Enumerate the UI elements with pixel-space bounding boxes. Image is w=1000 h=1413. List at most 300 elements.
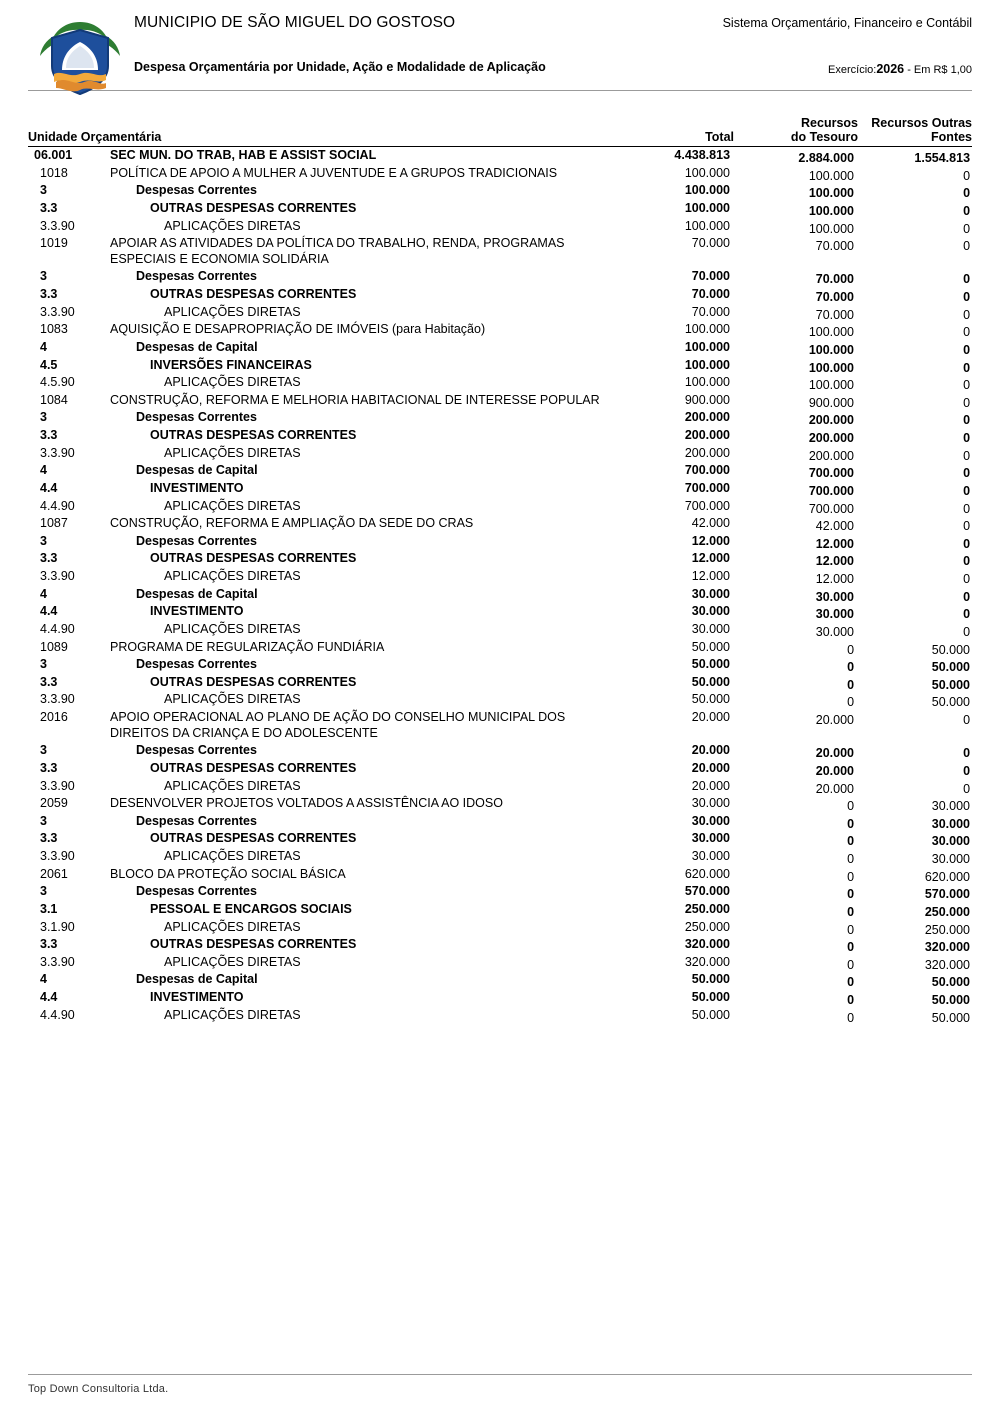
table-row — [28, 568, 972, 586]
row-code: 3.3.90 — [40, 304, 75, 319]
row-description: DESENVOLVER PROJETOS VOLTADOS A ASSISTÊNCIA AO IDOSO — [110, 796, 503, 811]
row-recursos-outras-fontes: 0 — [963, 713, 971, 727]
column-header-unit: Unidade Orçamentária — [28, 130, 162, 144]
row-recursos-outras-fontes: 0 — [963, 325, 971, 340]
row-description: Despesas de Capital — [136, 463, 258, 478]
row-description: Despesas Correntes — [136, 269, 257, 284]
row-description: APLICAÇÕES DIRETAS — [164, 304, 301, 319]
row-code: 4.4 — [40, 604, 58, 619]
row-recursos-outras-fontes: 0 — [963, 360, 971, 375]
row-total: 50.000 — [691, 692, 731, 707]
row-recursos-outras-fontes: 320.000 — [924, 940, 971, 955]
table-row — [28, 374, 972, 392]
row-recursos-outras-fontes: 50.000 — [931, 975, 971, 990]
table-row — [28, 1007, 972, 1025]
table-row — [28, 235, 972, 268]
row-recursos-tesouro: 30.000 — [815, 589, 855, 604]
table-row — [28, 795, 972, 813]
row-recursos-outras-fontes: 0 — [963, 272, 971, 287]
row-description: APLICAÇÕES DIRETAS — [164, 445, 301, 460]
row-recursos-outras-fontes: 0 — [963, 395, 971, 410]
table-row — [28, 304, 972, 322]
row-code: 4 — [40, 463, 47, 478]
row-total: 100.000 — [684, 375, 731, 390]
row-total: 30.000 — [691, 604, 731, 619]
report-title: Despesa Orçamentária por Unidade, Ação e Modalidade de Aplicação — [134, 60, 546, 74]
row-recursos-outras-fontes: 0 — [963, 572, 971, 586]
row-description: Despesas Correntes — [136, 183, 257, 198]
row-description: Despesas Correntes — [136, 657, 257, 672]
row-total: 700.000 — [684, 480, 731, 495]
row-total: 250.000 — [684, 919, 731, 934]
row-code: 3.3.90 — [40, 218, 75, 233]
currency-note: - Em R$ 1,00 — [907, 64, 972, 76]
row-recursos-tesouro: 0 — [847, 642, 855, 657]
row-recursos-outras-fontes: 0 — [963, 203, 971, 218]
table-row — [28, 971, 972, 989]
row-code: 3.1.90 — [40, 919, 75, 934]
row-code: 3 — [40, 269, 47, 284]
table-row — [28, 462, 972, 480]
row-description: Despesas de Capital — [136, 586, 258, 601]
table-row — [28, 165, 972, 183]
row-total: 12.000 — [691, 533, 731, 548]
footer-text: Top Down Consultoria Ltda. — [28, 1383, 169, 1395]
exercise-year: 2026 — [876, 62, 905, 76]
row-recursos-tesouro: 200.000 — [808, 413, 855, 428]
row-code: 3.3.90 — [40, 778, 75, 793]
row-total: 42.000 — [691, 516, 731, 531]
column-header-outras: Recursos Outras Fontes — [871, 116, 973, 144]
row-recursos-tesouro: 0 — [847, 695, 855, 710]
table-row — [28, 409, 972, 427]
row-total: 12.000 — [691, 569, 731, 583]
row-total: 700.000 — [684, 463, 731, 478]
row-code: 3 — [40, 410, 47, 425]
row-description: APLICAÇÕES DIRETAS — [164, 498, 301, 513]
row-total: 570.000 — [684, 884, 731, 899]
table-row — [28, 268, 972, 286]
row-recursos-outras-fontes: 0 — [963, 307, 971, 322]
table-row — [28, 936, 972, 954]
row-recursos-outras-fontes: 0 — [963, 501, 971, 516]
row-recursos-tesouro: 30.000 — [815, 607, 855, 622]
table-row — [28, 515, 972, 533]
row-total: 50.000 — [691, 1007, 731, 1022]
row-recursos-tesouro: 0 — [847, 660, 855, 675]
row-description: OUTRAS DESPESAS CORRENTES — [150, 428, 357, 442]
row-description: OUTRAS DESPESAS CORRENTES — [150, 200, 357, 215]
row-recursos-tesouro: 20.000 — [815, 746, 855, 761]
row-recursos-tesouro: 70.000 — [815, 272, 855, 287]
row-total: 20.000 — [691, 743, 731, 758]
table-row — [28, 357, 972, 375]
budget-table — [28, 116, 972, 1024]
row-description: Despesas Correntes — [136, 884, 257, 899]
table-row — [28, 218, 972, 236]
row-total: 20.000 — [691, 778, 731, 793]
row-code: 3.3.90 — [40, 445, 75, 460]
row-total: 30.000 — [691, 796, 731, 811]
row-code: 3 — [40, 813, 47, 828]
row-recursos-tesouro: 900.000 — [808, 395, 855, 410]
row-recursos-tesouro: 100.000 — [808, 325, 855, 340]
row-recursos-outras-fontes: 0 — [963, 536, 971, 551]
row-code: 3.3 — [40, 760, 58, 775]
table-row — [28, 989, 972, 1007]
municipality-title: MUNICIPIO DE SÃO MIGUEL DO GOSTOSO — [134, 14, 456, 31]
row-description: OUTRAS DESPESAS CORRENTES — [150, 287, 357, 301]
row-code: 4.4.90 — [40, 498, 75, 513]
row-recursos-tesouro: 12.000 — [815, 554, 855, 569]
row-code: 4.4 — [40, 480, 58, 495]
row-code: 3.3 — [40, 287, 58, 301]
row-code: 3 — [40, 657, 47, 672]
row-code: 3.3 — [40, 831, 58, 846]
row-description: APOIAR AS ATIVIDADES DA POLÍTICA DO TRABALHO, RENDA, PROGRAMAS ESPECIAIS E ECONOMIA SOLIDÁRIA — [110, 236, 565, 266]
row-recursos-tesouro: 0 — [847, 1010, 855, 1025]
row-recursos-outras-fontes: 0 — [963, 221, 971, 236]
row-recursos-tesouro: 0 — [847, 922, 855, 937]
row-description: OUTRAS DESPESAS CORRENTES — [150, 551, 357, 566]
row-total: 70.000 — [691, 236, 731, 251]
row-total: 70.000 — [691, 269, 731, 284]
row-recursos-tesouro: 200.000 — [808, 448, 855, 463]
row-code: 1089 — [40, 639, 68, 654]
row-description: APOIO OPERACIONAL AO PLANO DE AÇÃO DO CONSELHO MUNICIPAL DOS DIREITOS DA CRIANÇA E DO ADOLESCENTE — [110, 710, 566, 740]
row-code: 2061 — [40, 866, 68, 881]
row-recursos-outras-fontes: 250.000 — [924, 922, 971, 937]
row-description: Despesas Correntes — [136, 743, 257, 758]
row-total: 50.000 — [691, 972, 731, 987]
row-total: 700.000 — [684, 498, 731, 513]
row-recursos-outras-fontes: 50.000 — [931, 993, 971, 1007]
row-code: 4 — [40, 339, 47, 354]
row-recursos-tesouro: 0 — [847, 957, 855, 972]
row-code: 4.4.90 — [40, 621, 75, 636]
table-row — [28, 480, 972, 498]
row-recursos-outras-fontes: 50.000 — [931, 1010, 971, 1025]
row-description: Despesas de Capital — [136, 339, 258, 354]
row-total: 250.000 — [684, 901, 731, 916]
column-header-tesouro: Recursos do Tesouro — [790, 116, 859, 144]
table-row — [28, 147, 972, 165]
table-row — [28, 709, 972, 742]
row-recursos-tesouro: 20.000 — [815, 781, 855, 796]
row-recursos-tesouro: 0 — [847, 677, 855, 692]
row-description: INVERSÕES FINANCEIRAS — [150, 357, 312, 372]
row-code: 1084 — [40, 392, 68, 407]
report-footer — [28, 1374, 972, 1395]
row-total: 200.000 — [684, 445, 731, 460]
row-recursos-outras-fontes: 0 — [963, 554, 971, 569]
row-recursos-outras-fontes: 0 — [963, 483, 971, 498]
table-row — [28, 286, 972, 304]
row-recursos-tesouro: 100.000 — [808, 342, 855, 357]
row-total: 200.000 — [684, 428, 731, 442]
table-header — [28, 116, 972, 147]
row-code: 1087 — [40, 516, 68, 531]
row-description: OUTRAS DESPESAS CORRENTES — [150, 674, 357, 689]
row-recursos-tesouro: 700.000 — [808, 483, 855, 498]
row-total: 100.000 — [684, 183, 731, 198]
row-recursos-tesouro: 100.000 — [808, 186, 855, 201]
row-description: APLICAÇÕES DIRETAS — [164, 778, 301, 793]
row-description: INVESTIMENTO — [150, 604, 244, 619]
row-recursos-tesouro: 100.000 — [808, 378, 855, 393]
row-recursos-tesouro: 200.000 — [808, 431, 855, 445]
row-code: 3.3.90 — [40, 849, 75, 863]
table-row — [28, 866, 972, 884]
row-code: 4.5.90 — [40, 375, 75, 390]
table-row — [28, 533, 972, 551]
row-recursos-tesouro: 700.000 — [808, 501, 855, 516]
table-row — [28, 848, 972, 866]
row-recursos-tesouro: 0 — [847, 834, 855, 849]
row-recursos-tesouro: 42.000 — [815, 519, 855, 534]
row-recursos-outras-fontes: 0 — [963, 186, 971, 201]
row-description: PESSOAL E ENCARGOS SOCIAIS — [150, 901, 352, 916]
row-recursos-tesouro: 0 — [847, 993, 855, 1007]
row-recursos-tesouro: 20.000 — [815, 763, 855, 778]
table-row — [28, 550, 972, 568]
row-total: 50.000 — [691, 657, 731, 672]
row-description: INVESTIMENTO — [150, 480, 244, 495]
row-recursos-tesouro: 0 — [847, 904, 855, 919]
row-code: 3 — [40, 183, 47, 198]
row-total: 320.000 — [684, 954, 731, 969]
row-recursos-outras-fontes: 30.000 — [931, 834, 971, 849]
row-code: 3.3.90 — [40, 569, 75, 583]
row-description: APLICAÇÕES DIRETAS — [164, 919, 301, 934]
row-total: 900.000 — [684, 392, 731, 407]
table-row — [28, 954, 972, 972]
row-recursos-outras-fontes: 30.000 — [931, 799, 971, 814]
table-row — [28, 603, 972, 621]
row-description: BLOCO DA PROTEÇÃO SOCIAL BÁSICA — [110, 866, 346, 881]
row-recursos-tesouro: 12.000 — [815, 572, 855, 586]
row-recursos-outras-fontes: 0 — [963, 168, 971, 183]
row-code: 4.5 — [40, 357, 58, 372]
row-total: 100.000 — [684, 165, 731, 180]
table-row — [28, 498, 972, 516]
row-description: APLICAÇÕES DIRETAS — [164, 692, 301, 707]
table-row — [28, 883, 972, 901]
table-row — [28, 427, 972, 445]
row-total: 50.000 — [691, 674, 731, 689]
row-recursos-tesouro: 2.884.000 — [798, 151, 855, 165]
row-recursos-tesouro: 70.000 — [815, 290, 855, 304]
table-row — [28, 392, 972, 410]
row-total: 4.438.813 — [674, 148, 731, 162]
row-description: POLÍTICA DE APOIO A MULHER A JUVENTUDE E A GRUPOS TRADICIONAIS — [110, 165, 558, 180]
row-code: 4.4 — [40, 990, 58, 1004]
row-description: Despesas Correntes — [136, 410, 257, 425]
table-row — [28, 200, 972, 218]
row-total: 12.000 — [691, 551, 731, 566]
row-recursos-outras-fontes: 30.000 — [931, 816, 971, 831]
row-code: 3.3 — [40, 200, 58, 215]
coat-of-arms-icon — [34, 16, 126, 96]
row-description: APLICAÇÕES DIRETAS — [164, 218, 301, 233]
row-recursos-tesouro: 0 — [847, 852, 855, 866]
row-recursos-outras-fontes: 570.000 — [924, 887, 971, 902]
row-recursos-outras-fontes: 0 — [963, 746, 971, 761]
row-description: PROGRAMA DE REGULARIZAÇÃO FUNDIÁRIA — [110, 639, 385, 654]
row-recursos-outras-fontes: 0 — [963, 378, 971, 393]
row-code: 2059 — [40, 796, 68, 811]
row-recursos-tesouro: 20.000 — [815, 713, 855, 727]
row-code: 3.3 — [40, 551, 58, 566]
row-description: APLICAÇÕES DIRETAS — [164, 849, 301, 863]
row-total: 100.000 — [684, 218, 731, 233]
row-code: 4 — [40, 586, 47, 601]
row-code: 4.4.90 — [40, 1007, 75, 1022]
row-code: 3 — [40, 533, 47, 548]
row-recursos-outras-fontes: 0 — [963, 607, 971, 622]
row-description: APLICAÇÕES DIRETAS — [164, 569, 301, 583]
row-recursos-outras-fontes: 50.000 — [931, 677, 971, 692]
row-recursos-tesouro: 100.000 — [808, 203, 855, 218]
row-recursos-outras-fontes: 250.000 — [924, 904, 971, 919]
row-description: Despesas Correntes — [136, 533, 257, 548]
row-recursos-outras-fontes: 50.000 — [931, 695, 971, 710]
table-row — [28, 919, 972, 937]
row-total: 620.000 — [684, 866, 731, 881]
row-total: 20.000 — [691, 760, 731, 775]
table-row — [28, 339, 972, 357]
row-recursos-tesouro: 0 — [847, 887, 855, 902]
row-total: 20.000 — [691, 710, 731, 724]
row-recursos-outras-fontes: 1.554.813 — [914, 151, 971, 165]
row-recursos-outras-fontes: 30.000 — [931, 852, 971, 866]
table-row — [28, 445, 972, 463]
row-code: 1019 — [40, 236, 68, 251]
row-description: CONSTRUÇÃO, REFORMA E AMPLIAÇÃO DA SEDE DO CRAS — [110, 516, 474, 531]
row-code: 3.3 — [40, 428, 58, 442]
row-total: 100.000 — [684, 200, 731, 215]
row-description: OUTRAS DESPESAS CORRENTES — [150, 937, 357, 952]
row-recursos-outras-fontes: 0 — [963, 431, 971, 445]
table-body — [28, 147, 972, 1025]
row-description: APLICAÇÕES DIRETAS — [164, 375, 301, 390]
row-description: Despesas Correntes — [136, 813, 257, 828]
row-recursos-outras-fontes: 0 — [963, 589, 971, 604]
row-description: CONSTRUÇÃO, REFORMA E MELHORIA HABITACIONAL DE INTERESSE POPULAR — [110, 392, 600, 407]
row-recursos-outras-fontes: 50.000 — [931, 642, 971, 657]
row-recursos-tesouro: 700.000 — [808, 466, 855, 481]
table-row — [28, 901, 972, 919]
row-recursos-tesouro: 100.000 — [808, 168, 855, 183]
row-recursos-outras-fontes: 0 — [963, 342, 971, 357]
footer-divider — [28, 1374, 972, 1375]
row-recursos-outras-fontes: 0 — [963, 519, 971, 534]
row-code: 3.3 — [40, 937, 58, 952]
row-total: 100.000 — [684, 322, 731, 337]
row-total: 100.000 — [684, 357, 731, 372]
row-recursos-outras-fontes: 0 — [963, 239, 971, 254]
row-description: AQUISIÇÃO E DESAPROPRIAÇÃO DE IMÓVEIS (para Habitação) — [110, 322, 486, 337]
row-recursos-tesouro: 0 — [847, 799, 855, 814]
row-recursos-tesouro: 0 — [847, 940, 855, 955]
row-total: 30.000 — [691, 621, 731, 636]
row-recursos-outras-fontes: 0 — [963, 413, 971, 428]
row-code: 1083 — [40, 322, 68, 337]
row-recursos-outras-fontes: 0 — [963, 448, 971, 463]
table-row — [28, 586, 972, 604]
table-row — [28, 674, 972, 692]
row-total: 100.000 — [684, 339, 731, 354]
exercise-label: Exercício: — [828, 64, 877, 76]
table-row — [28, 321, 972, 339]
row-description: APLICAÇÕES DIRETAS — [164, 621, 301, 636]
table-row — [28, 813, 972, 831]
row-code: 3 — [40, 884, 47, 899]
row-total: 30.000 — [691, 849, 731, 863]
row-code: 3.1 — [40, 901, 58, 916]
row-code: 06.001 — [34, 148, 73, 162]
table-row — [28, 830, 972, 848]
row-total: 70.000 — [691, 304, 731, 319]
table-row — [28, 621, 972, 639]
row-total: 200.000 — [684, 410, 731, 425]
report-header — [28, 0, 972, 92]
row-total: 30.000 — [691, 586, 731, 601]
row-recursos-tesouro: 70.000 — [815, 239, 855, 254]
row-recursos-tesouro: 0 — [847, 869, 855, 884]
table-row — [28, 182, 972, 200]
table-row — [28, 639, 972, 657]
row-recursos-outras-fontes: 320.000 — [924, 957, 971, 972]
row-description: SEC MUN. DO TRAB, HAB E ASSIST SOCIAL — [110, 148, 377, 162]
row-recursos-tesouro: 70.000 — [815, 307, 855, 322]
row-recursos-outras-fontes: 0 — [963, 781, 971, 796]
system-name: Sistema Orçamentário, Financeiro e Contábil — [722, 16, 972, 30]
row-description: Despesas de Capital — [136, 972, 258, 987]
table-row — [28, 778, 972, 796]
row-recursos-tesouro: 100.000 — [808, 360, 855, 375]
row-recursos-outras-fontes: 0 — [963, 763, 971, 778]
row-total: 70.000 — [691, 287, 731, 301]
row-total: 30.000 — [691, 813, 731, 828]
row-recursos-tesouro: 0 — [847, 975, 855, 990]
row-recursos-tesouro: 0 — [847, 816, 855, 831]
row-recursos-outras-fontes: 0 — [963, 466, 971, 481]
row-total: 320.000 — [684, 937, 731, 952]
row-code: 2016 — [40, 710, 68, 724]
row-code: 3.3 — [40, 674, 58, 689]
row-recursos-tesouro: 100.000 — [808, 221, 855, 236]
header-divider — [28, 90, 972, 91]
row-recursos-outras-fontes: 0 — [963, 290, 971, 304]
table-row — [28, 691, 972, 709]
column-header-total: Total — [705, 130, 735, 144]
row-description: OUTRAS DESPESAS CORRENTES — [150, 760, 357, 775]
row-total: 30.000 — [691, 831, 731, 846]
table-row — [28, 760, 972, 778]
row-code: 3.3.90 — [40, 954, 75, 969]
row-description: APLICAÇÕES DIRETAS — [164, 1007, 301, 1022]
row-total: 50.000 — [691, 990, 731, 1004]
row-recursos-outras-fontes: 0 — [963, 624, 971, 639]
exercise-info — [828, 60, 972, 76]
row-code: 3 — [40, 743, 47, 758]
row-total: 50.000 — [691, 639, 731, 654]
row-code: 4 — [40, 972, 47, 987]
row-recursos-tesouro: 12.000 — [815, 536, 855, 551]
row-code: 3.3.90 — [40, 692, 75, 707]
row-recursos-tesouro: 30.000 — [815, 624, 855, 639]
